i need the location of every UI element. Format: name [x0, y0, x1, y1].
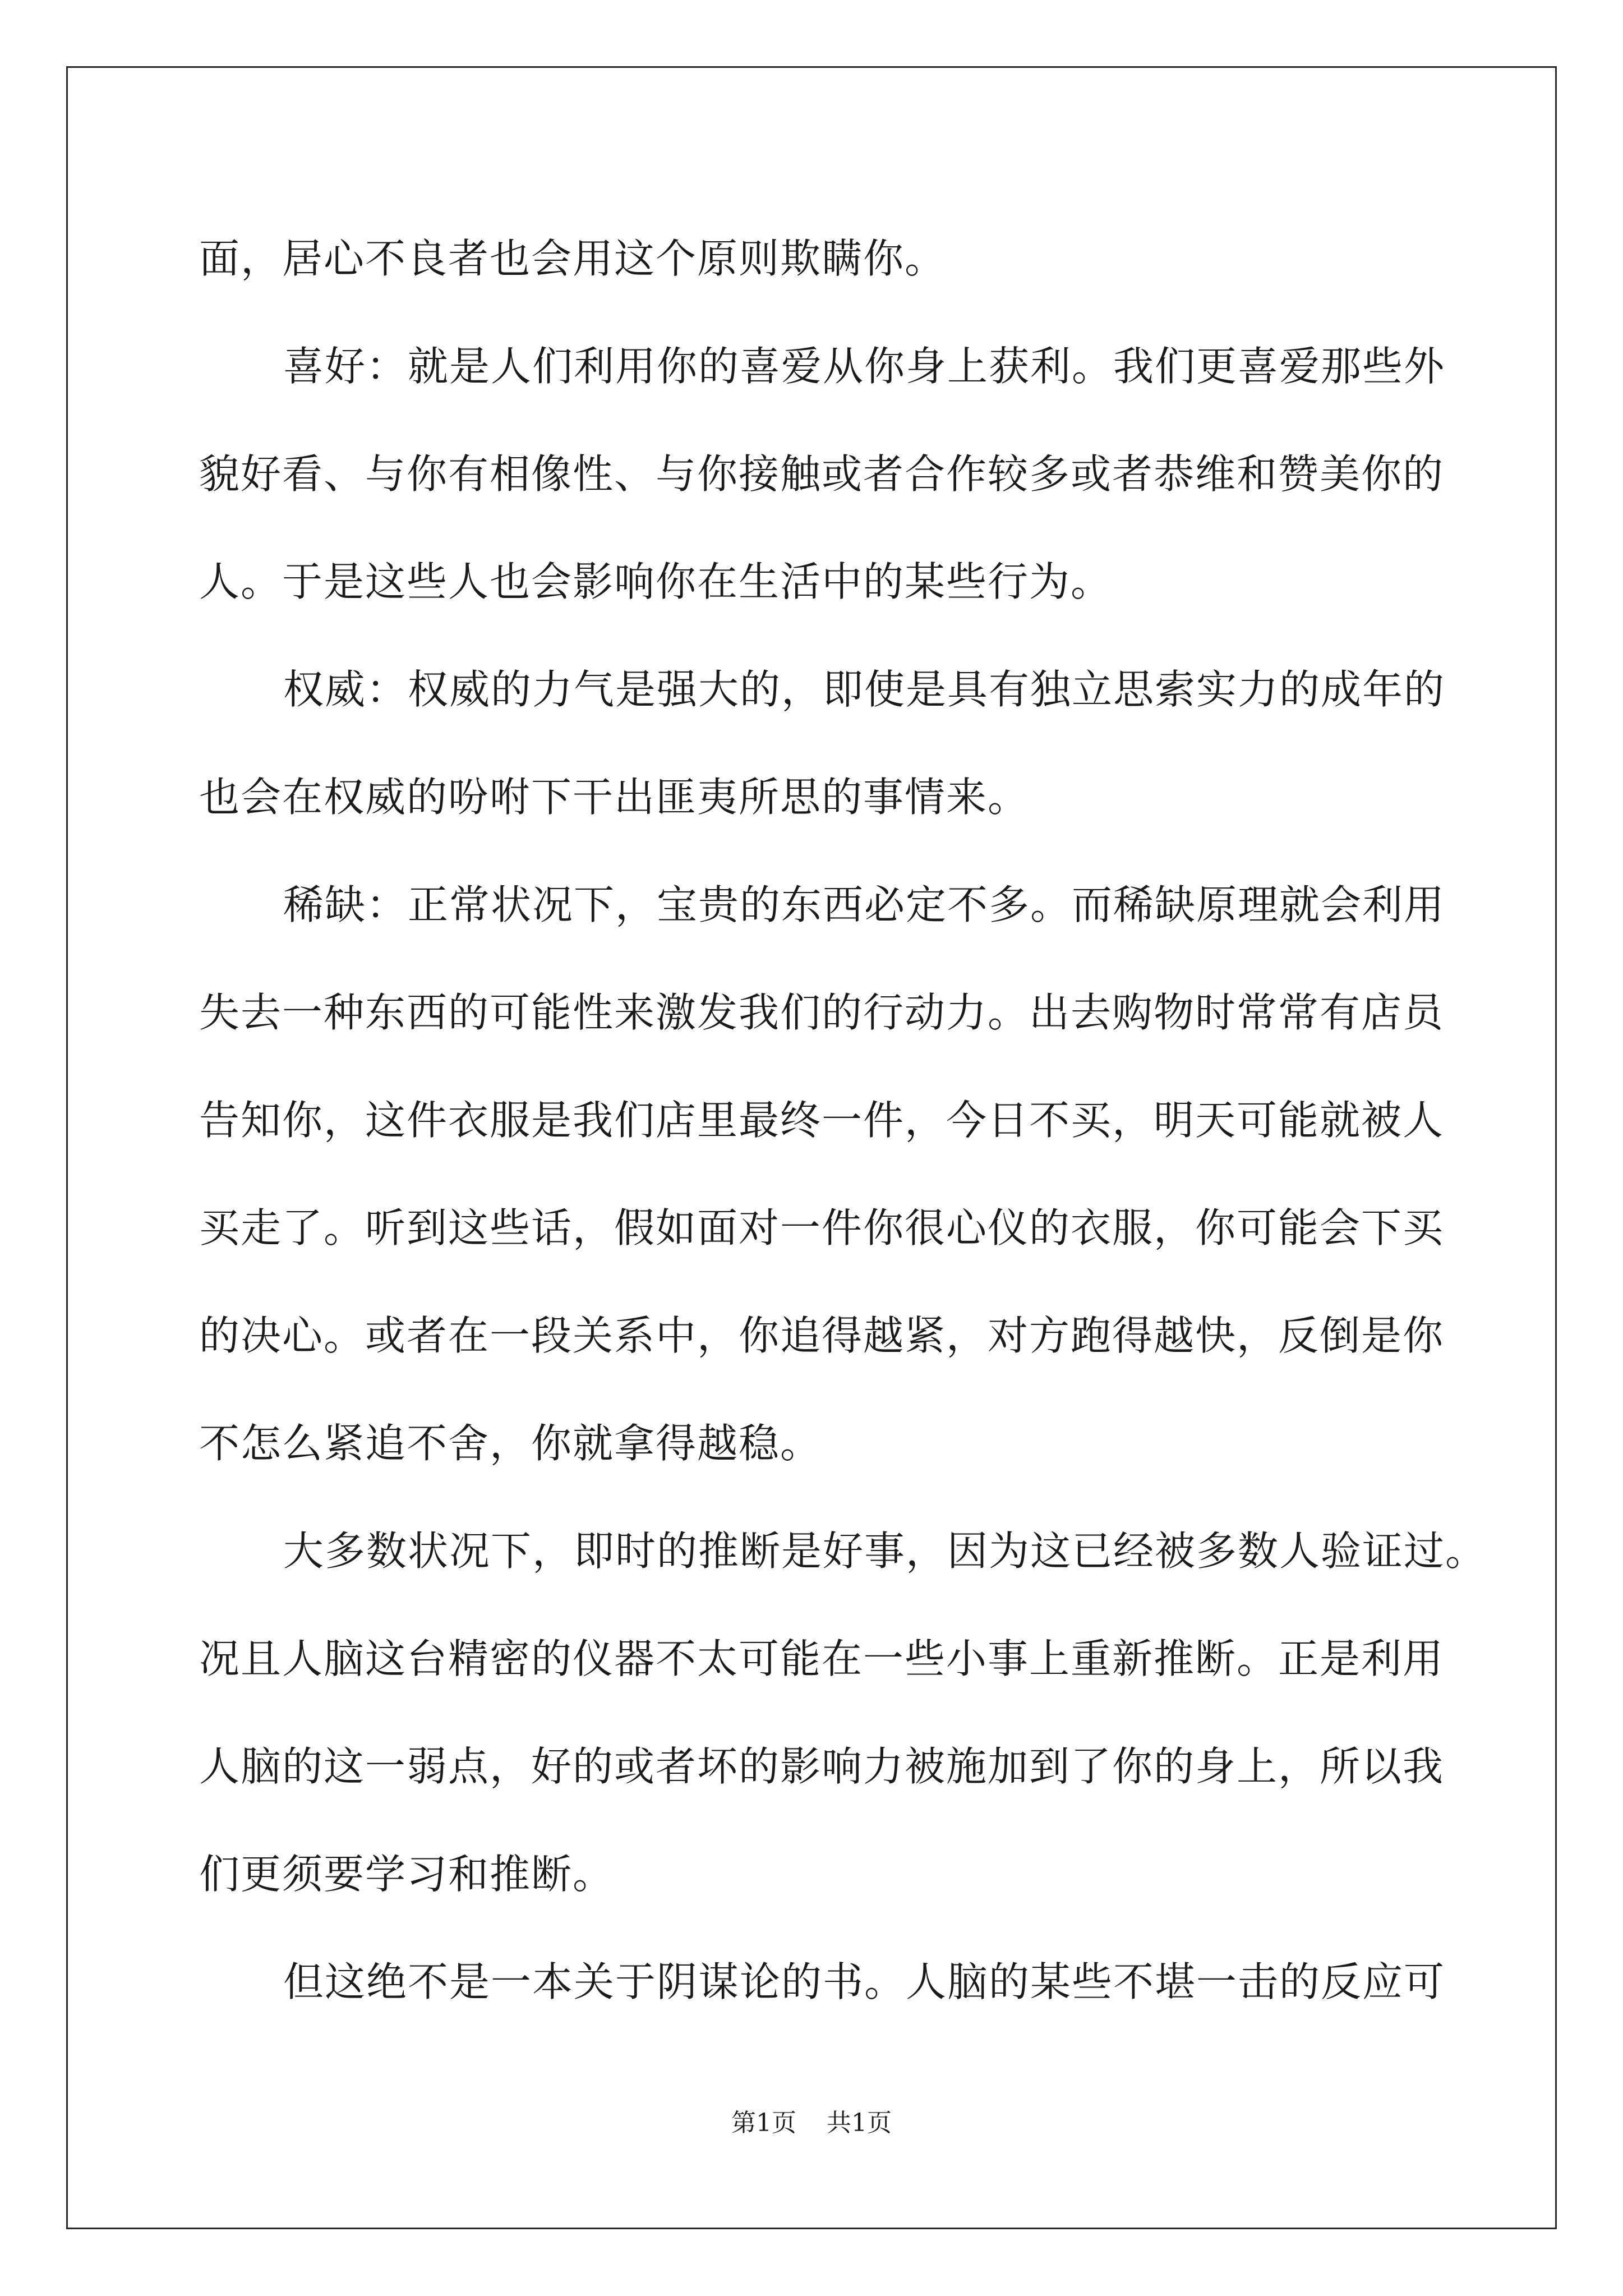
text-line: 失去一种东西的可能性来激发我们的行动力。出去购物时常常有店员 [199, 989, 1445, 1036]
text-line: 也会在权威的吩咐下干出匪夷所思的事情来。 [199, 774, 1030, 821]
text-line: 们更须要学习和推断。 [199, 1851, 615, 1898]
text-line: 大多数状况下，即时的推断是好事，因为这已经被多数人验证过。 [283, 1527, 1487, 1575]
text-line: 但这绝不是一本关于阴谋论的书。人脑的某些不堪一击的反应可 [283, 1958, 1446, 2005]
text-line: 面，居心不良者也会用这个原则欺瞒你。 [199, 235, 947, 282]
text-line: 况且人脑这台精密的仪器不太可能在一些小事上重新推断。正是利用 [199, 1635, 1445, 1682]
text-line: 人脑的这一弱点，好的或者坏的影响力被施加到了你的身上，所以我 [199, 1743, 1445, 1790]
page-number: 第1页 [731, 2109, 796, 2137]
text-line: 喜好：就是人们利用你的喜爱从你身上获利。我们更喜爱那些外 [283, 343, 1446, 390]
text-line: 买走了。听到这些话，假如面对一件你很心仪的衣服，你可能会下买 [199, 1204, 1445, 1251]
text-line: 稀缺：正常状况下，宝贵的东西必定不多。而稀缺原理就会利用 [283, 881, 1446, 928]
text-line: 人。于是这些人也会影响你在生活中的某些行为。 [199, 558, 1113, 605]
document-body [199, 205, 1487, 2036]
page-footer [0, 2102, 1623, 2138]
page-total: 共1页 [827, 2109, 892, 2137]
text-line: 告知你，这件衣服是我们店里最终一件，今日不买，明天可能就被人 [199, 1097, 1445, 1144]
text-line: 权威：权威的力气是强大的，即使是具有独立思索实力的成年的 [283, 666, 1446, 713]
text-line: 貌好看、与你有相像性、与你接触或者合作较多或者恭维和赞美你的 [199, 450, 1445, 498]
text-line: 不怎么紧追不舍，你就拿得越稳。 [199, 1420, 822, 1467]
text-line: 的决心。或者在一段关系中，你追得越紧，对方跑得越快，反倒是你 [199, 1312, 1445, 1359]
